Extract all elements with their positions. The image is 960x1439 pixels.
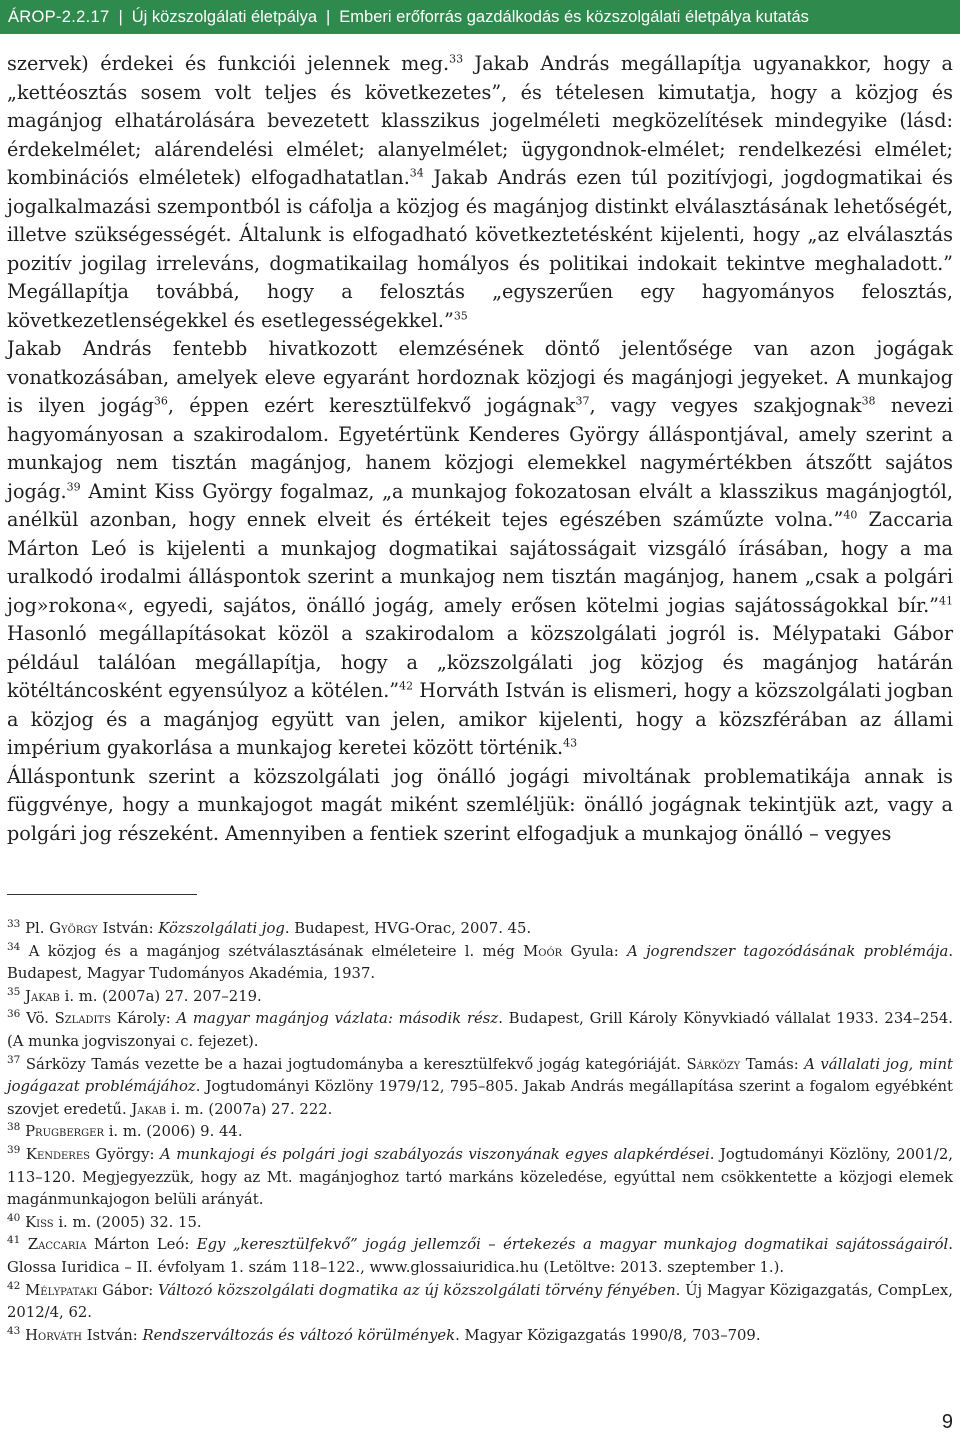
text-run: i. m. (2007a) 27. 207–219. xyxy=(59,987,262,1005)
text-run: , vagy vegyes szakjognak xyxy=(589,394,862,417)
footnote-number: 40 xyxy=(7,1211,21,1224)
text-run: A közjog és a magánjog szétválasztásának elméleteire l. még xyxy=(28,942,524,960)
author-name: Horváth xyxy=(25,1326,82,1344)
work-title: Változó közszolgálati dogmatika az új közszolgálati törvény fényében xyxy=(158,1281,676,1299)
author-name: Mélypataki xyxy=(25,1281,98,1299)
text-run: Jakab András megállapítja ugyanakkor, hogy a „kettéosztás sosem volt teljes és következetes”, és tételesen kimutatja, hogy a közjog és magánjog elhatárolására bevezetett klasszikus jogelméleti megközelítések mindegyike (lásd: érdekelmélet; alárendelési elmélet; alanyelmélet; ügygondnok-elmélet; rendelkezési elmélet; kombinációs elméletek) elfogadhatatlan. xyxy=(7,52,953,189)
author-name: Moór xyxy=(523,942,563,960)
text-run: . Budapest, Grill Károly Könyvkiadó vállalat 1933. 234–254. (A munka jogviszonyai c. fejezet). xyxy=(7,1010,954,1050)
work-title: A magyar magánjog vázlata: második rész xyxy=(176,1010,499,1028)
work-title: Egy „keresztülfekvő” jogág jellemzői – értekezés a magyar munkajog dogmatikai sajátosságairól xyxy=(196,1236,949,1254)
footnote-number: 42 xyxy=(7,1279,21,1292)
footnote-number: 39 xyxy=(7,1144,21,1157)
text-run: Tamás: xyxy=(740,1055,805,1073)
footnote-ref: 38 xyxy=(861,394,876,408)
footnote-number: 34 xyxy=(7,940,21,953)
footnote-37 xyxy=(7,1054,953,1122)
footnote-35 xyxy=(7,986,953,1009)
footnote-38 xyxy=(7,1121,953,1144)
footnote-ref: 33 xyxy=(449,52,464,66)
text-run: Márton Leó: xyxy=(86,1236,197,1254)
text-run: . Magyar Közigazgatás 1990/8, 703–709. xyxy=(455,1326,761,1344)
text-run: . Glossa Iuridica – II. évfolyam 1. szám 118–122., www.glossaiuridica.hu (Letöltve: 2013. szeptember 1.). xyxy=(7,1236,953,1276)
text-run: i. m. (2007a) 27. 222. xyxy=(166,1100,333,1118)
footnote-39 xyxy=(7,1144,953,1212)
footnote-number: 36 xyxy=(7,1008,21,1021)
text-run: . Budapest, HVG-Orac, 2007. 45. xyxy=(284,920,532,937)
author-name: Kenderes xyxy=(25,1145,90,1163)
footnote-ref: 39 xyxy=(66,480,81,494)
author-name: Szladits xyxy=(54,1010,112,1028)
author-name: Prugberger xyxy=(25,1123,104,1141)
project-subtitle: Emberi erőforrás gazdálkodás és közszolgálati életpálya kutatás xyxy=(339,8,809,26)
text-run: István: xyxy=(81,1326,143,1344)
author-name: Zaccaria xyxy=(27,1236,87,1254)
text-run: Sárközy Tamás vezette be a hazai jogtudományba a keresztülfekvő jogág kategóriáját. xyxy=(25,1055,687,1073)
text-run: . Jogtudományi Közlöny 1979/12, 795–805. Jakab András megállapítása szerint a fogalom egyébként szovjet eredetű. xyxy=(7,1078,953,1118)
running-header xyxy=(0,0,960,34)
work-title: A jogrendszer tagozódásának problémája xyxy=(627,942,949,960)
text-run: Zaccaria Márton Leó is kijelenti a munkajog dogmatikai sajátosságait vizsgáló írásában, hogy a ma uralkodó irodalmi álláspontok szerint a munkajog nem tisztán magánjog, hanem „csak a polgári jog»rokona«, egyedi, sajátos, önálló jogág, amely erősen kötelmi jogias sajátosságokkal bír.” xyxy=(7,508,953,617)
text-run: Amint Kiss György fogalmaz, „a munkajog fokozatosan elvált a klasszikus magánjogtól, anélkül azonban, hogy ennek elveit és értékeit tejes egészében száműzte volna.” xyxy=(7,479,953,531)
footnote-number: 41 xyxy=(7,1234,21,1247)
header-separator: | xyxy=(118,8,123,26)
footnote-ref: 37 xyxy=(575,394,590,408)
work-title: A munkajogi és polgári jogi szabályozás viszonyának egyes alapkérdései xyxy=(160,1145,710,1163)
work-title: Közszolgálati jog xyxy=(158,920,285,937)
footnote-42 xyxy=(7,1280,953,1325)
project-title: Új közszolgálati életpálya xyxy=(131,8,317,26)
work-title: A vállalati jog, mint jogágazat problémájához xyxy=(7,1055,953,1096)
text-run: Vö. xyxy=(26,1010,55,1028)
footnote-number: 38 xyxy=(7,1121,21,1134)
footnote-ref: 43 xyxy=(563,736,578,750)
main-text xyxy=(7,50,953,848)
text-run: szervek) érdekei és funkciói jelennek meg. xyxy=(7,52,450,75)
header-separator: | xyxy=(326,8,331,26)
text-run: , éppen ezért keresztülfekvő jogágnak xyxy=(167,394,576,417)
text-run: Jakab András fentebb hivatkozott elemzésének döntő jelentősége van azon jogágak vonatkozásában, amelyek eleve egyaránt hordoznak közjogi és magánjogi jegyeket. A munkajog is ilyen jogág xyxy=(7,337,953,417)
footnotes xyxy=(7,918,953,1347)
footnote-ref: 42 xyxy=(399,679,414,693)
text-run: i. m. (2005) 32. 15. xyxy=(53,1213,202,1231)
text-run: Gábor: xyxy=(97,1281,159,1299)
text-run: Gyula: xyxy=(562,942,628,960)
paragraph-1 xyxy=(7,50,953,335)
footnote-divider xyxy=(7,894,197,895)
text-run: . Jogtudományi Közlöny, 2001/2, 113–120. Megjegyezzük, hogy az Mt. magánjoghoz tartó markáns közeledése, egyúttal nem csökkentette a közjogi elemek magánmunkajogon belüli arányát. xyxy=(7,1145,953,1209)
text-run: nevezi hagyományosan a szakirodalom. Egyetértünk Kenderes György álláspontjával, amely szerint a munkajog nem tisztán magánjog, hanem közjogi elemekkel nagymértékben átszőtt sajátos jogág. xyxy=(7,394,953,503)
text-run: . Budapest, Magyar Tudományos Akadémia, 1937. xyxy=(7,942,954,983)
footnote-number: 37 xyxy=(7,1053,21,1066)
footnote-ref: 36 xyxy=(153,394,168,408)
paragraph-3: Álláspontunk szerint a közszolgálati jog önálló jogági mivoltának problematikája annak is függvénye, hogy a munkajogot magát miként szemléljük: önálló jogágnak tekintjük azt, vagy a polgári jog részeként. Amennyiben a fentiek szerint elfogadjuk a munkajog önálló – vegyes xyxy=(7,764,953,845)
text-run: Hasonló megállapításokat közöl a szakirodalom a közszolgálati jogról is. Mélypataki Gábor például találóan megállapítja, hogy a „közszolgálati jog közjog és magánjog határán kötéltáncosként egyensúlyoz a kötélen.” xyxy=(7,622,953,702)
page-number: 9 xyxy=(941,1411,953,1433)
paragraph-2 xyxy=(7,335,953,763)
text-run: Horváth István is elismeri, hogy a közszolgálati jogban a közjog és a magánjog együtt van jelen, amikor kijelenti, hogy a közszférában az állami impérium gyakorlása a munkajog keretei között történik. xyxy=(7,679,954,759)
footnote-40 xyxy=(7,1212,953,1235)
text-run: Jakab András ezen túl pozitívjogi, jogdogmatikai és jogalkalmazási szempontból is cáfolja a közjog és magánjog distinkt elválasztásának lehetőségét, illetve szükségességét. Általunk is elfogadható következtetésként kijelenti, hogy „az elválasztás pozitív jogilag irreleváns, dogmatikailag homályos és politikai indokait tekintve meghaladott.” Megállapítja továbbá, hogy a felosztás „egyszerűen egy hagyományos felosztás, következetlenségekkel és esetlegességekkel.” xyxy=(7,166,953,332)
footnote-number: 35 xyxy=(7,985,21,998)
footnote-41 xyxy=(7,1234,953,1279)
footnote-number: 43 xyxy=(7,1324,21,1337)
footnote-ref: 35 xyxy=(453,309,468,323)
footnote-ref: 40 xyxy=(843,508,858,522)
footnote-34 xyxy=(7,941,953,986)
author-name: Sárközy xyxy=(686,1055,741,1073)
text-run: István: xyxy=(97,920,159,937)
author-name: György xyxy=(49,920,98,937)
text-run: . Új Magyar Közigazgatás, CompLex, 2012/4, 62. xyxy=(7,1281,953,1322)
author-name: Jakab xyxy=(25,987,60,1005)
footnote-ref: 41 xyxy=(939,594,953,608)
text-run: Pl. xyxy=(25,920,50,937)
footnote-ref: 34 xyxy=(409,166,424,180)
author-name: Kiss xyxy=(25,1213,54,1231)
author-name: Jakab xyxy=(131,1100,167,1118)
footnote-number: 33 xyxy=(7,918,21,931)
footnote-36 xyxy=(7,1008,953,1053)
project-code: ÁROP-2.2.17 xyxy=(8,8,110,26)
footnote-33 xyxy=(7,918,953,941)
text-run: i. m. (2006) 9. 44. xyxy=(104,1123,243,1141)
text-run: Károly: xyxy=(111,1010,177,1028)
work-title: Rendszerváltozás és változó körülmények xyxy=(142,1326,456,1344)
footnote-43 xyxy=(7,1325,953,1348)
text-run: György: xyxy=(90,1145,161,1163)
